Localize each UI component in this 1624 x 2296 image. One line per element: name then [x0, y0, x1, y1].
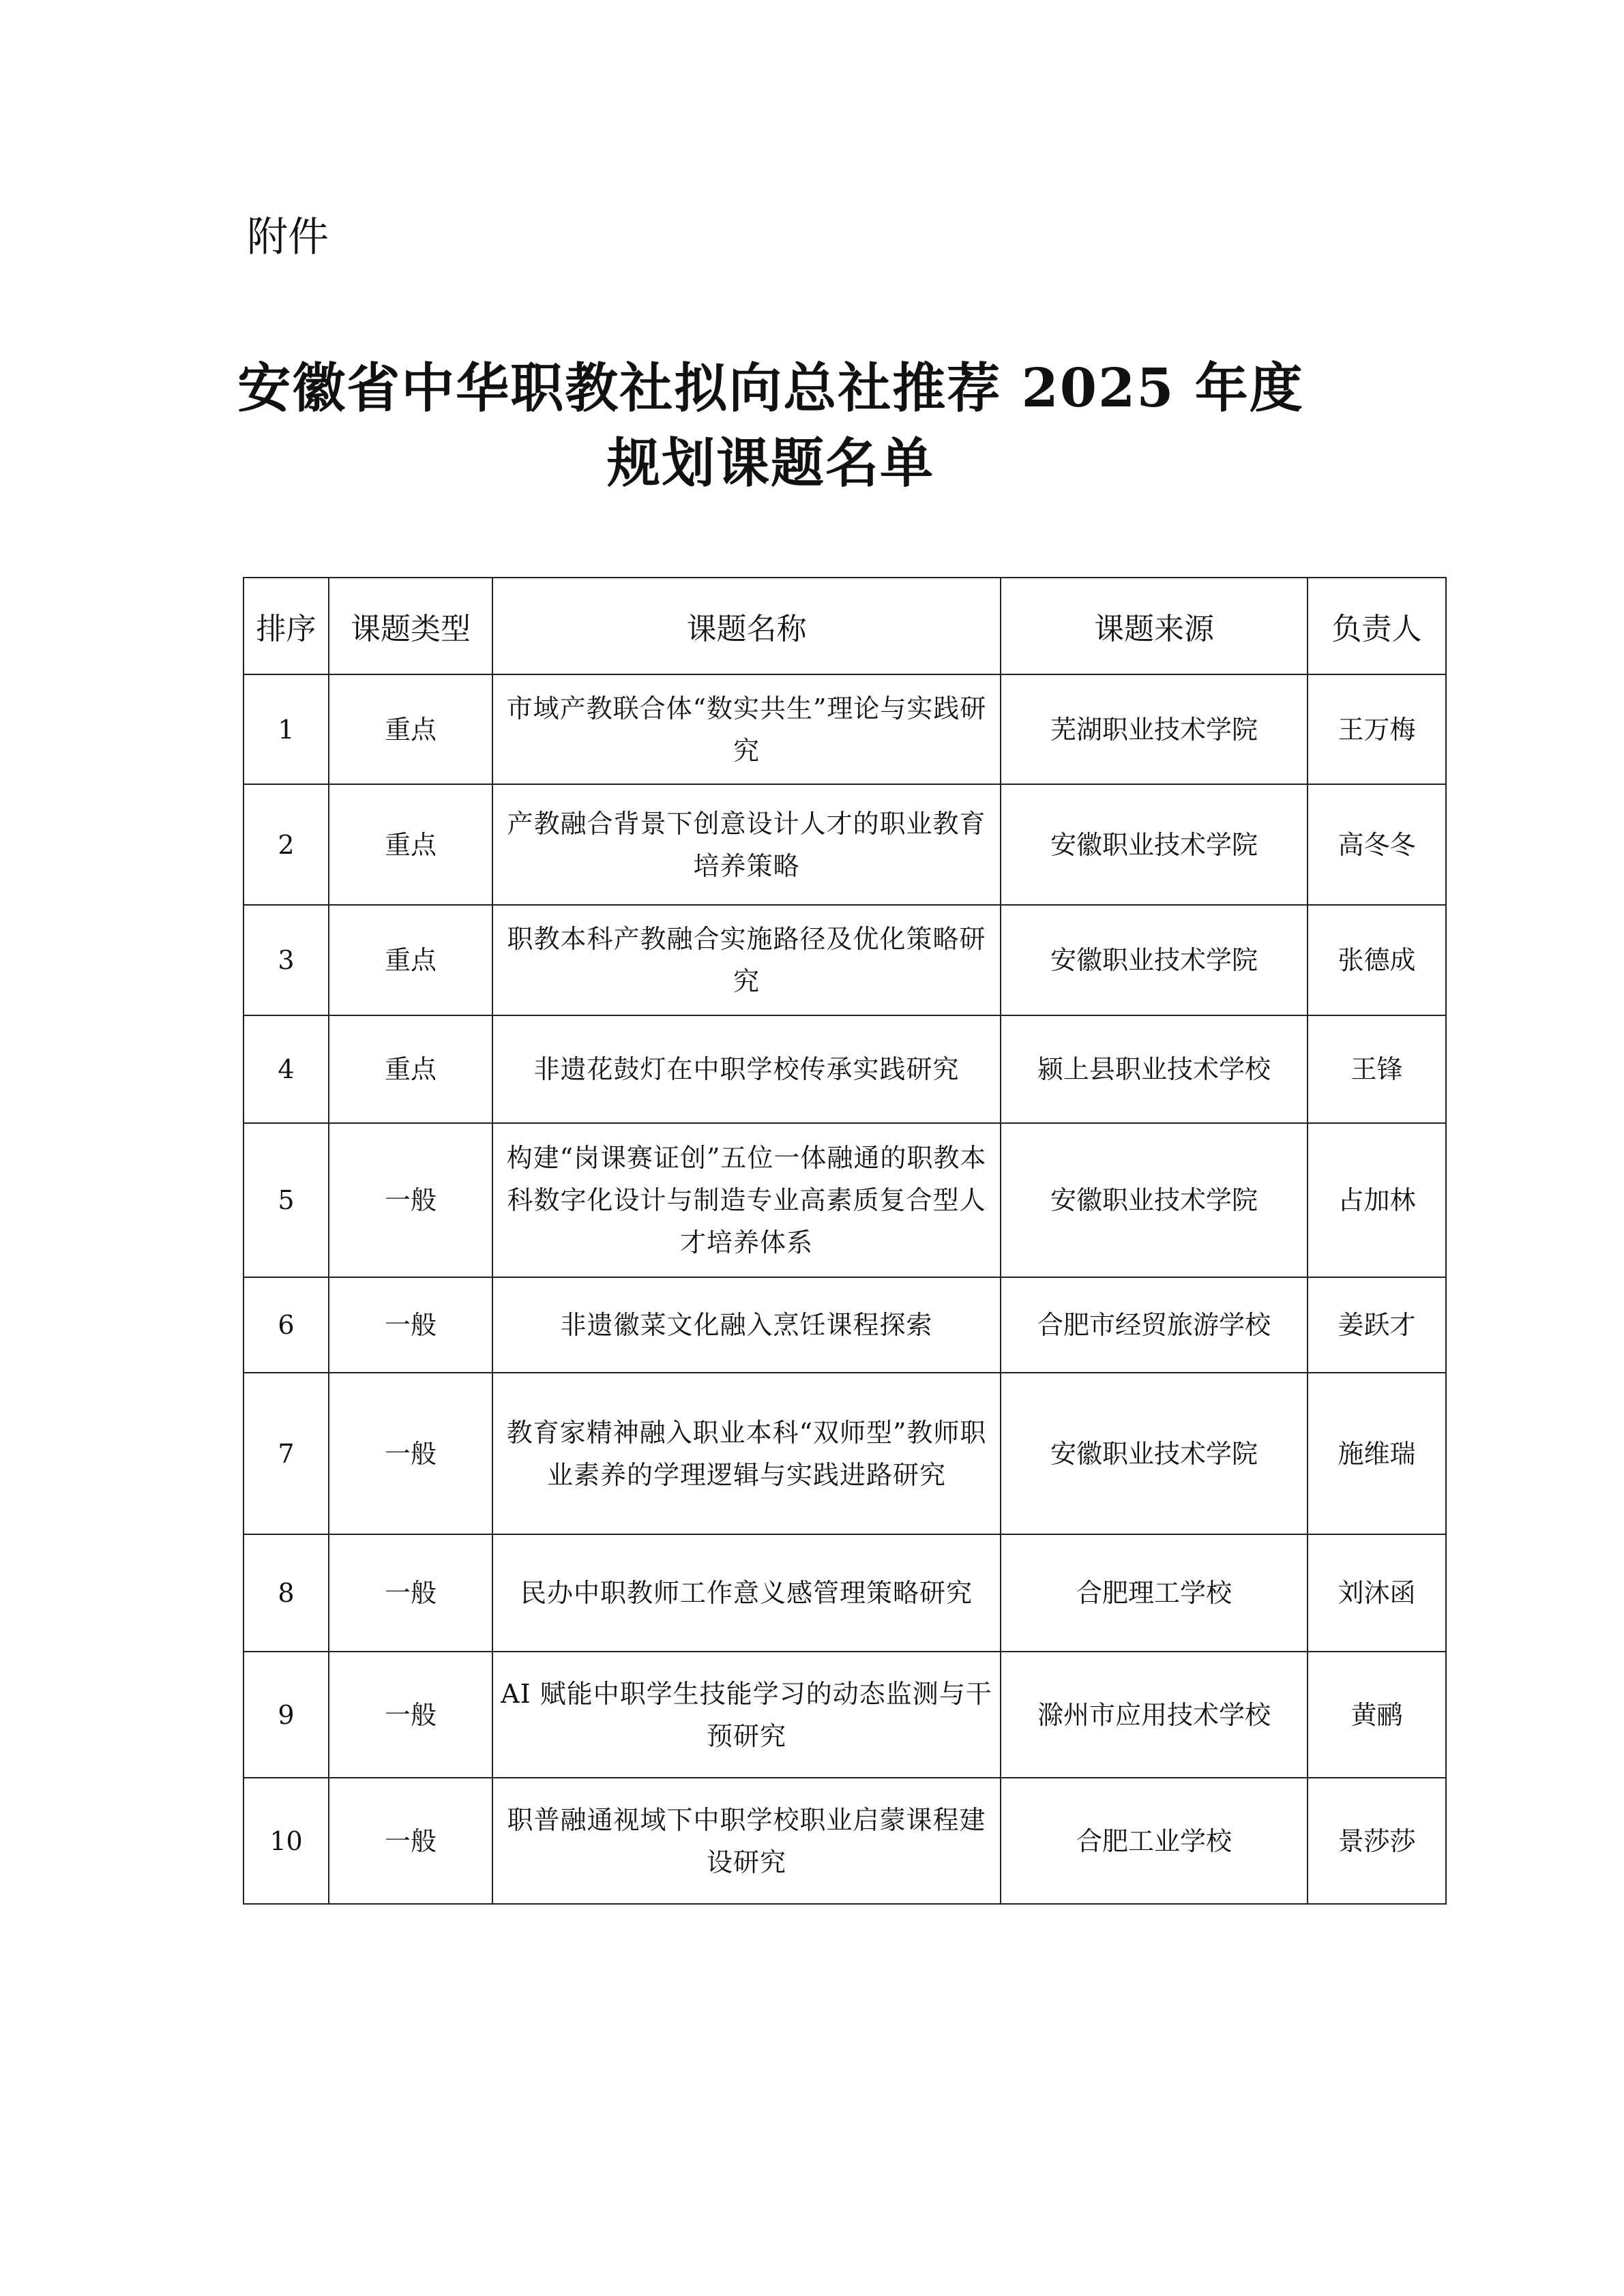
cell-leader: 占加林: [1308, 1123, 1446, 1277]
cell-rank: 8: [243, 1534, 329, 1652]
table-row: [243, 674, 1446, 784]
cell-source: 合肥理工学校: [1001, 1534, 1308, 1652]
cell-source: 安徽职业技术学院: [1001, 1123, 1308, 1277]
cell-name: 职教本科产教融合实施路径及优化策略研究: [492, 905, 1001, 1015]
table-row: [243, 1277, 1446, 1373]
cell-leader: 景莎莎: [1308, 1778, 1446, 1904]
header-leader: 负责人: [1308, 578, 1446, 674]
cell-rank: 1: [243, 674, 329, 784]
cell-rank: 4: [243, 1015, 329, 1123]
cell-leader: 王万梅: [1308, 674, 1446, 784]
cell-source: 合肥工业学校: [1001, 1778, 1308, 1904]
cell-source: 安徽职业技术学院: [1001, 784, 1308, 905]
attachment-label: 附件: [247, 213, 329, 261]
cell-type: 一般: [329, 1534, 492, 1652]
cell-leader: 张德成: [1308, 905, 1446, 1015]
cell-type: 一般: [329, 1778, 492, 1904]
cell-source: 安徽职业技术学院: [1001, 1373, 1308, 1534]
page-title-line-2: 规划课题名单: [606, 432, 934, 494]
cell-source: 芜湖职业技术学院: [1001, 674, 1308, 784]
cell-source: 安徽职业技术学院: [1001, 905, 1308, 1015]
cell-rank: 7: [243, 1373, 329, 1534]
cell-type: 一般: [329, 1373, 492, 1534]
header-rank: 排序: [243, 578, 329, 674]
table-row: [243, 1015, 1446, 1123]
table-row: [243, 784, 1446, 905]
cell-type: 重点: [329, 784, 492, 905]
cell-rank: 9: [243, 1652, 329, 1778]
table-row: [243, 1373, 1446, 1534]
header-source: 课题来源: [1001, 578, 1308, 674]
page-title-line-1: 安徽省中华职教社拟向总社推荐 2025 年度: [237, 357, 1304, 419]
cell-name: AI 赋能中职学生技能学习的动态监测与干预研究: [492, 1652, 1001, 1778]
cell-leader: 施维瑞: [1308, 1373, 1446, 1534]
cell-rank: 2: [243, 784, 329, 905]
table-header-row: [243, 578, 1446, 674]
cell-rank: 5: [243, 1123, 329, 1277]
cell-leader: 王锋: [1308, 1015, 1446, 1123]
cell-source: 合肥市经贸旅游学校: [1001, 1277, 1308, 1373]
cell-leader: 刘沐函: [1308, 1534, 1446, 1652]
cell-rank: 3: [243, 905, 329, 1015]
cell-name: 产教融合背景下创意设计人才的职业教育培养策略: [492, 784, 1001, 905]
page-title: [205, 351, 1337, 501]
header-type: 课题类型: [329, 578, 492, 674]
header-name: 课题名称: [492, 578, 1001, 674]
cell-leader: 姜跃才: [1308, 1277, 1446, 1373]
cell-name: 构建“岗课赛证创”五位一体融通的职教本科数字化设计与制造专业高素质复合型人才培养体系: [492, 1123, 1001, 1277]
cell-leader: 高冬冬: [1308, 784, 1446, 905]
cell-type: 一般: [329, 1123, 492, 1277]
cell-name: 非遗徽菜文化融入烹饪课程探索: [492, 1277, 1001, 1373]
cell-type: 一般: [329, 1277, 492, 1373]
cell-name: 民办中职教师工作意义感管理策略研究: [492, 1534, 1001, 1652]
table-row: [243, 1778, 1446, 1904]
table-row: [243, 1123, 1446, 1277]
table-row: [243, 1652, 1446, 1778]
cell-type: 一般: [329, 1652, 492, 1778]
table-row: [243, 905, 1446, 1015]
cell-rank: 10: [243, 1778, 329, 1904]
cell-name: 非遗花鼓灯在中职学校传承实践研究: [492, 1015, 1001, 1123]
cell-name: 职普融通视域下中职学校职业启蒙课程建设研究: [492, 1778, 1001, 1904]
cell-source: 滁州市应用技术学校: [1001, 1652, 1308, 1778]
cell-leader: 黄鹂: [1308, 1652, 1446, 1778]
cell-name: 市域产教联合体“数实共生”理论与实践研究: [492, 674, 1001, 784]
cell-type: 重点: [329, 905, 492, 1015]
project-table: [243, 577, 1447, 1905]
cell-type: 重点: [329, 674, 492, 784]
cell-rank: 6: [243, 1277, 329, 1373]
cell-name: 教育家精神融入职业本科“双师型”教师职业素养的学理逻辑与实践进路研究: [492, 1373, 1001, 1534]
cell-source: 颍上县职业技术学校: [1001, 1015, 1308, 1123]
table-row: [243, 1534, 1446, 1652]
cell-type: 重点: [329, 1015, 492, 1123]
